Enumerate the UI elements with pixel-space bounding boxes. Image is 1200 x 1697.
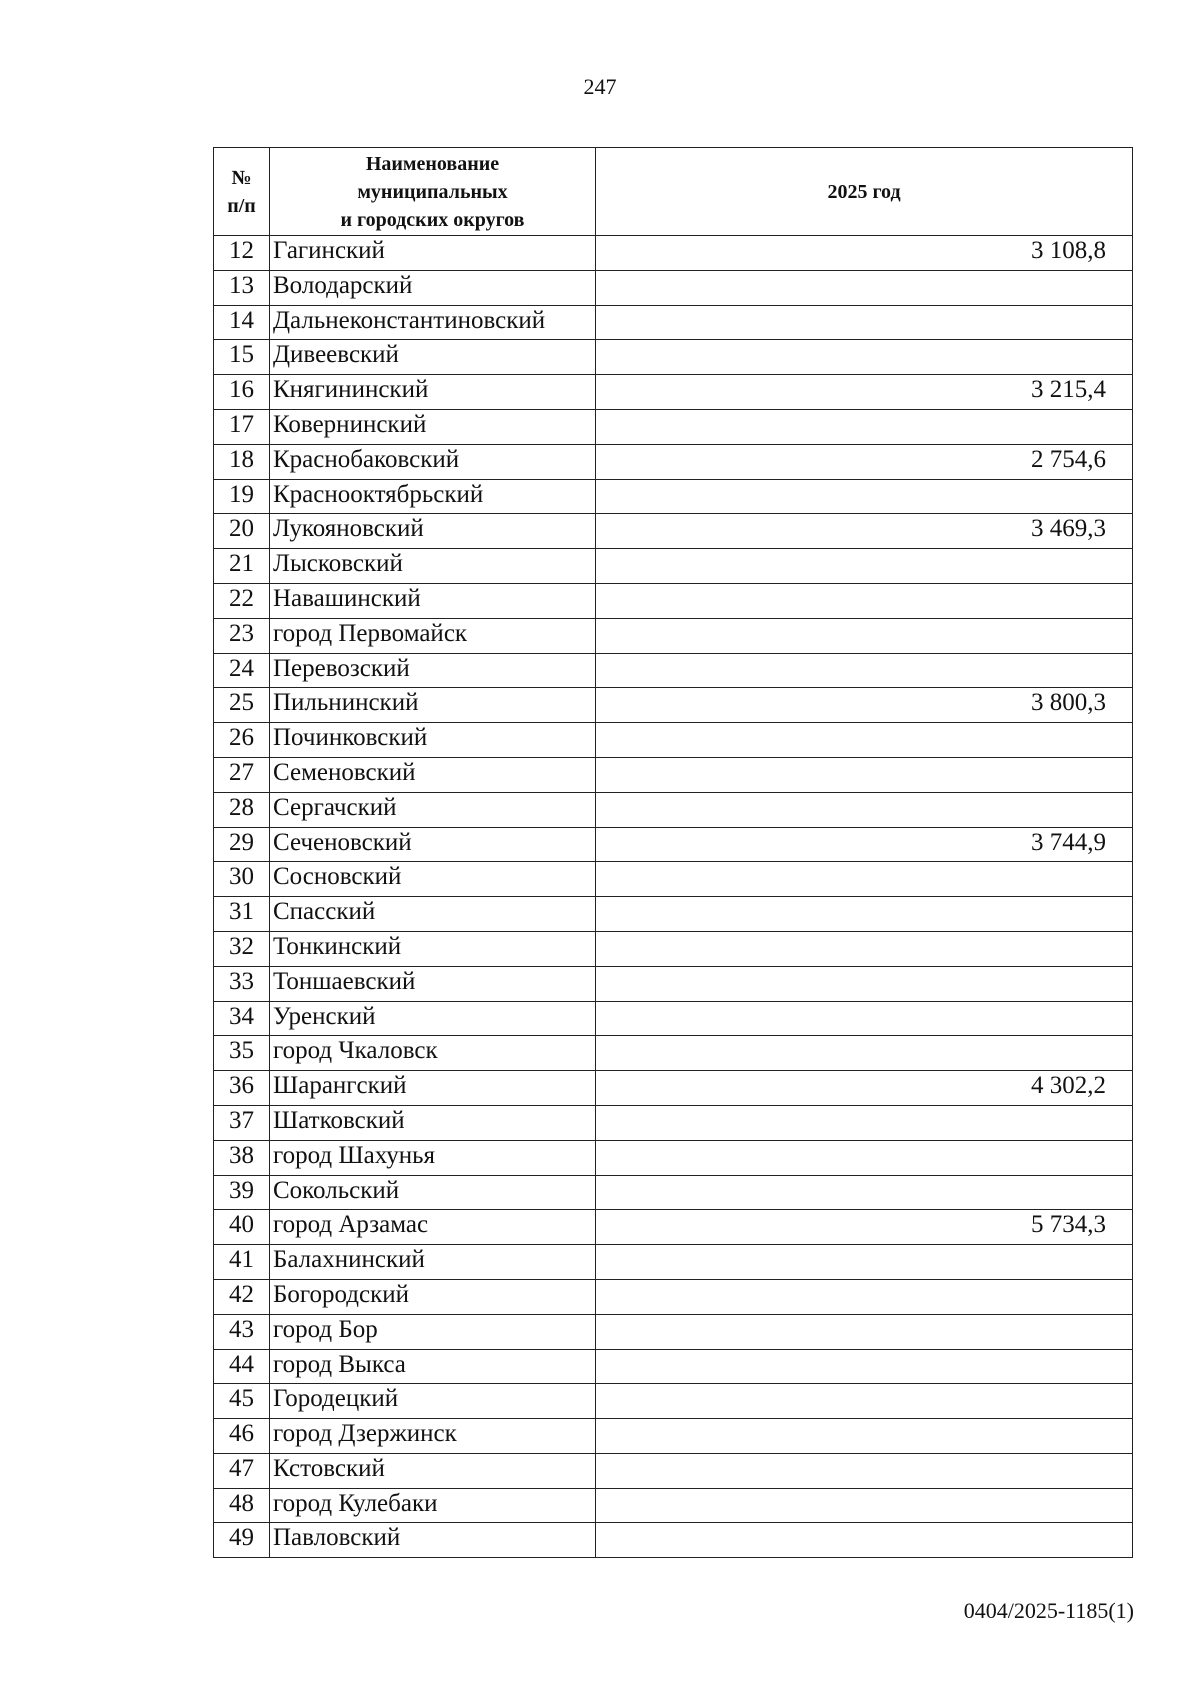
district-name: Сокольский (270, 1175, 596, 1210)
district-name: Краснобаковский (270, 444, 596, 479)
table-row (214, 1071, 1133, 1106)
row-number: 38 (214, 1140, 270, 1175)
amount-2025 (596, 966, 1133, 1001)
table-row (214, 792, 1133, 827)
table-body (214, 236, 1133, 1558)
district-name: Володарский (270, 270, 596, 305)
row-number: 46 (214, 1419, 270, 1454)
row-number: 16 (214, 375, 270, 410)
row-number: 21 (214, 549, 270, 584)
table-row (214, 1523, 1133, 1558)
row-number: 15 (214, 340, 270, 375)
amount-2025 (596, 1001, 1133, 1036)
table-row (214, 618, 1133, 653)
district-name: Сосновский (270, 862, 596, 897)
amount-2025 (596, 479, 1133, 514)
district-name: Навашинский (270, 583, 596, 618)
row-number: 36 (214, 1071, 270, 1106)
amount-2025 (596, 1349, 1133, 1384)
district-name: Лысковский (270, 549, 596, 584)
district-name: Сеченовский (270, 827, 596, 862)
header-year: 2025 год (596, 148, 1133, 236)
district-name: Спасский (270, 897, 596, 932)
row-number: 33 (214, 966, 270, 1001)
table-row (214, 514, 1133, 549)
row-number: 29 (214, 827, 270, 862)
header-number-line: № (231, 166, 252, 189)
amount-2025: 3 744,9 (596, 827, 1133, 862)
row-number: 19 (214, 479, 270, 514)
row-number: 17 (214, 409, 270, 444)
district-name: Починковский (270, 723, 596, 758)
row-number: 27 (214, 757, 270, 792)
row-number: 49 (214, 1523, 270, 1558)
amount-2025: 3 469,3 (596, 514, 1133, 549)
table-row (214, 583, 1133, 618)
district-name: Краснооктябрьский (270, 479, 596, 514)
table-row (214, 931, 1133, 966)
district-name: Сергачский (270, 792, 596, 827)
header-name-line: Наименование (365, 152, 500, 175)
table-row (214, 1210, 1133, 1245)
amount-2025 (596, 931, 1133, 966)
table-row (214, 409, 1133, 444)
amount-2025 (596, 862, 1133, 897)
table-row (214, 1105, 1133, 1140)
table-row (214, 305, 1133, 340)
district-name: Богородский (270, 1279, 596, 1314)
row-number: 47 (214, 1453, 270, 1488)
header-number-line: п/п (227, 194, 256, 217)
row-number: 43 (214, 1314, 270, 1349)
row-number: 14 (214, 305, 270, 340)
district-name: Дивеевский (270, 340, 596, 375)
table-row (214, 1245, 1133, 1280)
row-number: 25 (214, 688, 270, 723)
header-number (214, 148, 270, 236)
table-row (214, 862, 1133, 897)
row-number: 28 (214, 792, 270, 827)
district-name: город Кулебаки (270, 1488, 596, 1523)
amount-2025 (596, 409, 1133, 444)
district-name: Семеновский (270, 757, 596, 792)
table-row (214, 1314, 1133, 1349)
district-name: Тонкинский (270, 931, 596, 966)
amount-2025 (596, 340, 1133, 375)
table-row (214, 236, 1133, 271)
header-name (270, 148, 596, 236)
amount-2025 (596, 1036, 1133, 1071)
amount-2025 (596, 792, 1133, 827)
amount-2025 (596, 1419, 1133, 1454)
table-row (214, 966, 1133, 1001)
row-number: 18 (214, 444, 270, 479)
allocation-table (213, 147, 1133, 1558)
header-name-line: и городских округов (340, 208, 525, 231)
district-name: Ковернинский (270, 409, 596, 444)
district-name: Павловский (270, 1523, 596, 1558)
district-name: город Арзамас (270, 1210, 596, 1245)
amount-2025 (596, 897, 1133, 932)
row-number: 32 (214, 931, 270, 966)
district-name: Тоншаевский (270, 966, 596, 1001)
row-number: 37 (214, 1105, 270, 1140)
row-number: 24 (214, 653, 270, 688)
district-name: город Первомайск (270, 618, 596, 653)
table-row (214, 723, 1133, 758)
amount-2025 (596, 1384, 1133, 1419)
district-name: Шатковский (270, 1105, 596, 1140)
district-name: Уренский (270, 1001, 596, 1036)
amount-2025: 3 108,8 (596, 236, 1133, 271)
row-number: 20 (214, 514, 270, 549)
document-code: 0404/2025-1185(1) (963, 1598, 1134, 1623)
amount-2025 (596, 1245, 1133, 1280)
district-name: город Бор (270, 1314, 596, 1349)
row-number: 34 (214, 1001, 270, 1036)
row-number: 31 (214, 897, 270, 932)
amount-2025: 5 734,3 (596, 1210, 1133, 1245)
row-number: 30 (214, 862, 270, 897)
table-row (214, 340, 1133, 375)
row-number: 42 (214, 1279, 270, 1314)
table-row (214, 375, 1133, 410)
district-name: Гагинский (270, 236, 596, 271)
row-number: 48 (214, 1488, 270, 1523)
table-row (214, 479, 1133, 514)
table-row (214, 897, 1133, 932)
amount-2025 (596, 549, 1133, 584)
amount-2025 (596, 1523, 1133, 1558)
table-row (214, 1001, 1133, 1036)
table-row (214, 549, 1133, 584)
table-row (214, 827, 1133, 862)
row-number: 35 (214, 1036, 270, 1071)
amount-2025 (596, 618, 1133, 653)
table-row (214, 1453, 1133, 1488)
district-name: город Чкаловск (270, 1036, 596, 1071)
amount-2025 (596, 1140, 1133, 1175)
table-row (214, 1384, 1133, 1419)
row-number: 23 (214, 618, 270, 653)
table-row (214, 688, 1133, 723)
district-name: Шарангский (270, 1071, 596, 1106)
district-name: Княгининский (270, 375, 596, 410)
amount-2025 (596, 1175, 1133, 1210)
amount-2025 (596, 1453, 1133, 1488)
amount-2025: 2 754,6 (596, 444, 1133, 479)
amount-2025 (596, 1105, 1133, 1140)
table-row (214, 1175, 1133, 1210)
amount-2025 (596, 723, 1133, 758)
row-number: 22 (214, 583, 270, 618)
table-row (214, 1349, 1133, 1384)
amount-2025 (596, 757, 1133, 792)
table-header (214, 148, 1133, 236)
row-number: 41 (214, 1245, 270, 1280)
row-number: 13 (214, 270, 270, 305)
row-number: 45 (214, 1384, 270, 1419)
amount-2025 (596, 270, 1133, 305)
row-number: 39 (214, 1175, 270, 1210)
row-number: 26 (214, 723, 270, 758)
table-row (214, 444, 1133, 479)
table-row (214, 1279, 1133, 1314)
district-name: Перевозский (270, 653, 596, 688)
amount-2025 (596, 583, 1133, 618)
district-name: город Выкса (270, 1349, 596, 1384)
table-row (214, 270, 1133, 305)
amount-2025: 3 215,4 (596, 375, 1133, 410)
table-row (214, 1140, 1133, 1175)
amount-2025 (596, 1314, 1133, 1349)
district-name: Лукояновский (270, 514, 596, 549)
table-row (214, 1488, 1133, 1523)
table-row (214, 1419, 1133, 1454)
amount-2025 (596, 1488, 1133, 1523)
table-row (214, 653, 1133, 688)
district-name: город Дзержинск (270, 1419, 596, 1454)
row-number: 12 (214, 236, 270, 271)
amount-2025 (596, 305, 1133, 340)
district-name: Кстовский (270, 1453, 596, 1488)
district-name: Балахнинский (270, 1245, 596, 1280)
row-number: 44 (214, 1349, 270, 1384)
table-row (214, 1036, 1133, 1071)
header-name-line: муниципальных (357, 180, 508, 203)
row-number: 40 (214, 1210, 270, 1245)
page-number: 247 (583, 74, 617, 99)
amount-2025: 4 302,2 (596, 1071, 1133, 1106)
table-row (214, 757, 1133, 792)
district-name: Дальнеконстантиновский (270, 305, 596, 340)
district-name: Пильнинский (270, 688, 596, 723)
amount-2025 (596, 1279, 1133, 1314)
header-row (214, 148, 1133, 236)
amount-2025: 3 800,3 (596, 688, 1133, 723)
district-name: Городецкий (270, 1384, 596, 1419)
district-name: город Шахунья (270, 1140, 596, 1175)
amount-2025 (596, 653, 1133, 688)
